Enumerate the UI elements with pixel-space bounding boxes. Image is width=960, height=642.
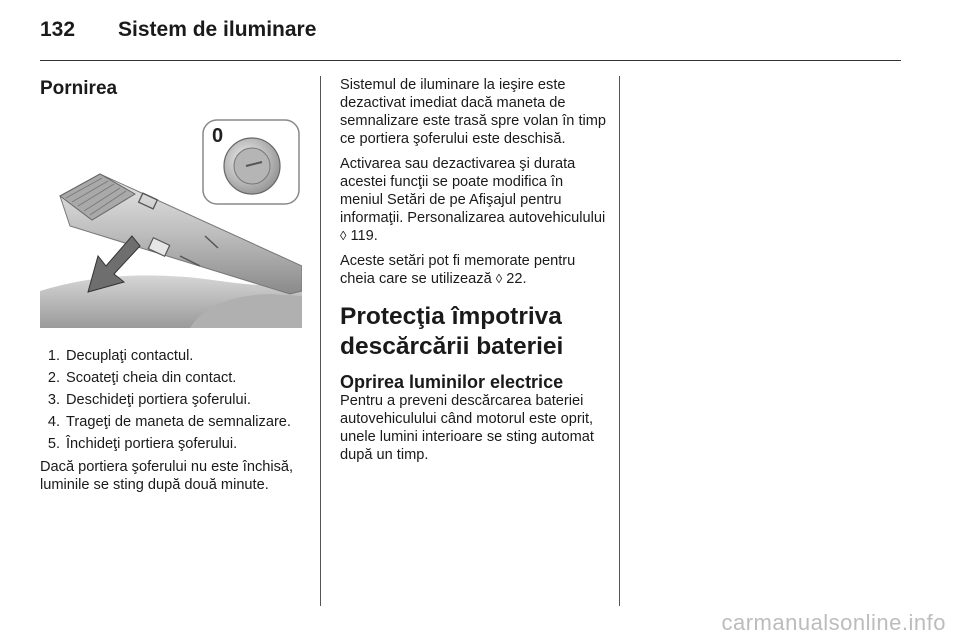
- paragraph-memory: [340, 252, 608, 288]
- step-text: Deschideţi portiera şoferului.: [66, 392, 251, 408]
- page-reference-link[interactable]: 22.: [506, 271, 527, 287]
- header-divider: [40, 60, 901, 61]
- step-number: 2.: [47, 370, 60, 386]
- list-item: [40, 412, 306, 432]
- left-column: [40, 76, 306, 494]
- lever-illustration: [40, 116, 302, 328]
- step-text: Decuplaţi contactul.: [66, 348, 194, 364]
- list-item: [40, 434, 306, 454]
- subsection-title-lights-off: Oprirea luminilor electrice: [340, 372, 564, 392]
- step-number: 1.: [47, 348, 60, 364]
- list-item: [40, 368, 306, 388]
- section-title-pornirea: Pornirea: [40, 78, 118, 99]
- page-reference-icon: ◊: [340, 228, 347, 243]
- step-number: 3.: [47, 392, 60, 408]
- memory-text: Aceste setări pot fi memorate pentru cheia care se utilizează: [340, 253, 576, 287]
- figure-label-zero: 0: [212, 125, 224, 147]
- page-number: 132: [40, 18, 76, 41]
- column-divider-1: [320, 76, 321, 606]
- steps-list: [40, 346, 306, 454]
- page-header: [40, 18, 316, 48]
- step-text: Închideţi portiera şoferului.: [66, 436, 238, 452]
- step-text: Scoateţi cheia din contact.: [66, 370, 237, 386]
- step-number: 4.: [47, 414, 60, 430]
- paragraph-settings: [340, 155, 608, 245]
- list-item: [40, 346, 306, 366]
- paragraph-deactivation: Sistemul de iluminare la ieşire este dezactivat imediat dacă maneta de semnalizare este trasă spre volan în timp ce portiera şoferului este deschisă.: [340, 77, 607, 147]
- watermark: carmanualsonline.info: [721, 610, 946, 635]
- page-reference-icon: ◊: [495, 271, 503, 286]
- column-divider-2: [619, 76, 620, 606]
- section-title-battery: Protecţia împotriva descărcării bateriei: [340, 303, 564, 360]
- list-item: [40, 390, 306, 410]
- step-number: 5.: [47, 436, 60, 452]
- step-text: Trageţi de maneta de semnalizare.: [66, 414, 291, 430]
- settings-text: Activarea sau dezactivarea şi durata acestei funcţii se poate modifica în meniul Setări de pe Afişajul pentru informaţii. Personalizarea autovehiculului: [340, 156, 606, 226]
- page-reference-link[interactable]: 119.: [350, 228, 378, 244]
- turn-signal-lever-figure: [40, 116, 302, 328]
- right-column: [340, 76, 608, 471]
- page-title: Sistem de iluminare: [118, 18, 317, 41]
- exit-lighting-note: Dacă portiera şoferului nu este închisă, luminile se sting după două minute.: [40, 459, 294, 493]
- paragraph-battery: Pentru a preveni descărcarea bateriei autovehiculului când motorul este oprit, unele lumini interioare se sting automat după un timp.: [340, 393, 594, 463]
